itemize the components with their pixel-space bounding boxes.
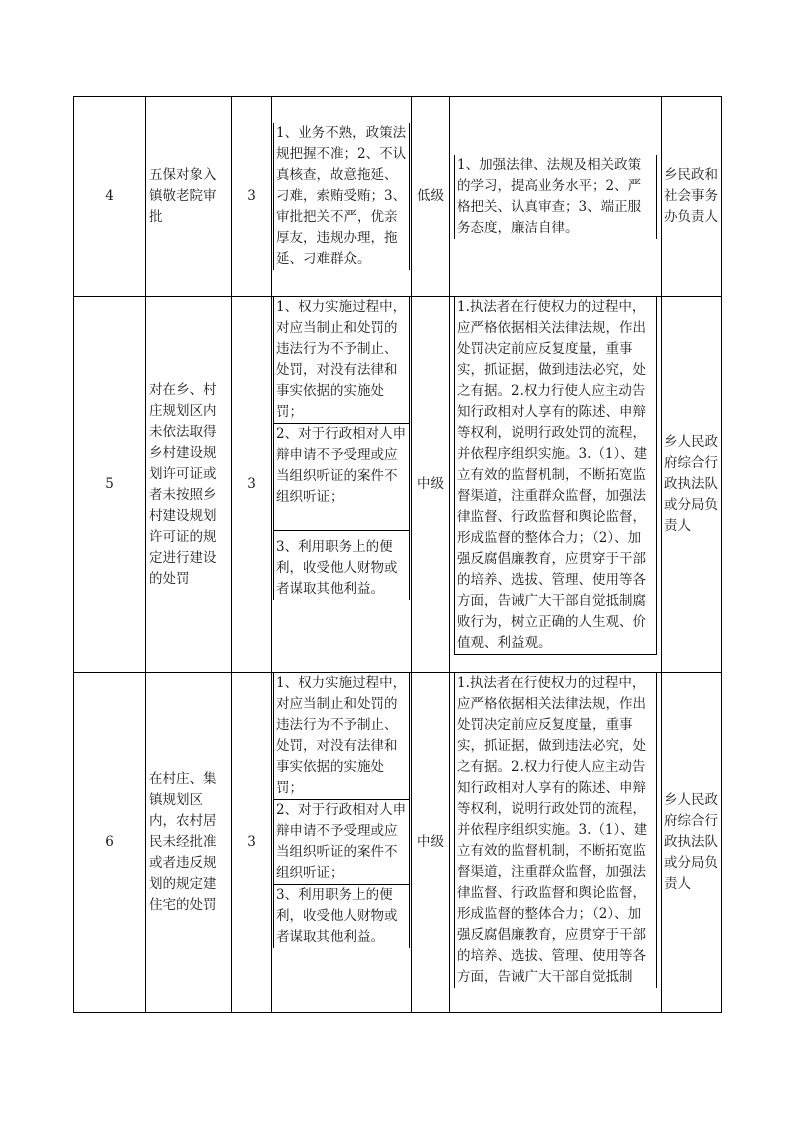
risk-point: 1、业务不熟，政策法规把握不准；2、不认真核查，故意拖延、刁难，索贿受贿；3、审批把关不严，优亲厚友，违规办理，拖延、刁难群众。 xyxy=(273,123,410,270)
measures-text: 1.执法者在行使权力的过程中，应严格依据相关法律法规，作出处罚决定前应反复度量，重事实，抓证据，做到违法必究，处之有据。2.权力行使人应主动告知行政相对人享有的陈述、申辩等权利，说明行政处罚的流程，并依程序组织实施。3.（1）、建立有效的监督机制，不断拓宽监督渠道，注重群众监督，加强法律监督、行政监督和舆论监督，形成监督的整体合力；（2）、加强反腐倡廉教育，应贯穿于干部的培养、选拔、管理、使用等各方面，告诫广大干部自觉抵制腐败行为，树立正确的人生观、价值观、利益观。 xyxy=(454,297,657,655)
risk-points xyxy=(272,297,412,673)
prevention-measures xyxy=(450,673,662,1013)
responsible-dept: 乡人民政府综合行政执法队或分局负责人 xyxy=(662,673,722,1013)
grade: 3 xyxy=(232,673,272,1013)
measures-text: 1.执法者在行使权力的过程中，应严格依据相关法律法规，作出处罚决定前应反复度量，重事实，抓证据，做到违法必究，处之有据。2.权力行使人应主动告知行政相对人享有的陈述、申辩等权利，说明行政处罚的流程，并依程序组织实施。3.（1）、建立有效的监督机制，不断拓宽监督渠道，注重群众监督，加强法律监督、行政监督和舆论监督，形成监督的整体合力；（2）、加强反腐倡廉教育，应贯穿于干部的培养、选拔、管理、使用等各方面，告诫广大干部自觉抵制 xyxy=(454,673,657,988)
table-row-6 xyxy=(74,673,722,1013)
risk-point: 3、利用职务上的便利，收受他人财物或者谋取其他利益。 xyxy=(273,885,410,948)
responsible-dept: 乡民政和社会事务办负责人 xyxy=(662,97,722,297)
prevention-measures xyxy=(450,297,662,673)
risk-point: 1、权力实施过程中，对应当制止和处罚的违法行为不予制止、处罚，对没有法律和事实依据的实施处罚； xyxy=(273,297,410,424)
risk-points xyxy=(272,97,412,297)
table-row-5 xyxy=(74,297,722,673)
risk-point: 2、对于行政相对人申辩申请不予受理或应当组织听证的案件不组织听证； xyxy=(273,424,410,531)
risk-point: 1、权力实施过程中，对应当制止和处罚的违法行为不予制止、处罚，对没有法律和事实依据的实施处罚； xyxy=(273,673,410,800)
responsible-dept: 乡人民政府综合行政执法队或分局负责人 xyxy=(662,297,722,673)
measures-text: 1、加强法律、法规及相关政策的学习，提高业务水平；2、严格把关、认真审查；3、端正服务态度，廉洁自律。 xyxy=(454,155,657,239)
power-item: 对在乡、村庄规划区内未依法取得乡村建设规划许可证或者未按照乡村建设规划许可证的规定进行建设的处罚 xyxy=(146,297,232,673)
risk-point: 2、对于行政相对人申辩申请不予受理或应当组织听证的案件不组织听证； xyxy=(273,800,410,885)
risk-level: 低级 xyxy=(412,97,450,297)
prevention-measures xyxy=(450,97,662,297)
risk-level: 中级 xyxy=(412,673,450,1013)
risk-points xyxy=(272,673,412,1013)
grade: 3 xyxy=(232,97,272,297)
risk-level: 中级 xyxy=(412,297,450,673)
row-number: 4 xyxy=(74,97,146,297)
row-number: 5 xyxy=(74,297,146,673)
power-item: 五保对象入镇敬老院审批 xyxy=(146,97,232,297)
row-number: 6 xyxy=(74,673,146,1013)
risk-point: 3、利用职务上的便利，收受他人财物或者谋取其他利益。 xyxy=(273,531,410,600)
risk-table xyxy=(73,96,722,1013)
power-item: 在村庄、集镇规划区内，农村居民未经批准或者违反规划的规定建住宅的处罚 xyxy=(146,673,232,1013)
table-row-4 xyxy=(74,97,722,297)
grade: 3 xyxy=(232,297,272,673)
